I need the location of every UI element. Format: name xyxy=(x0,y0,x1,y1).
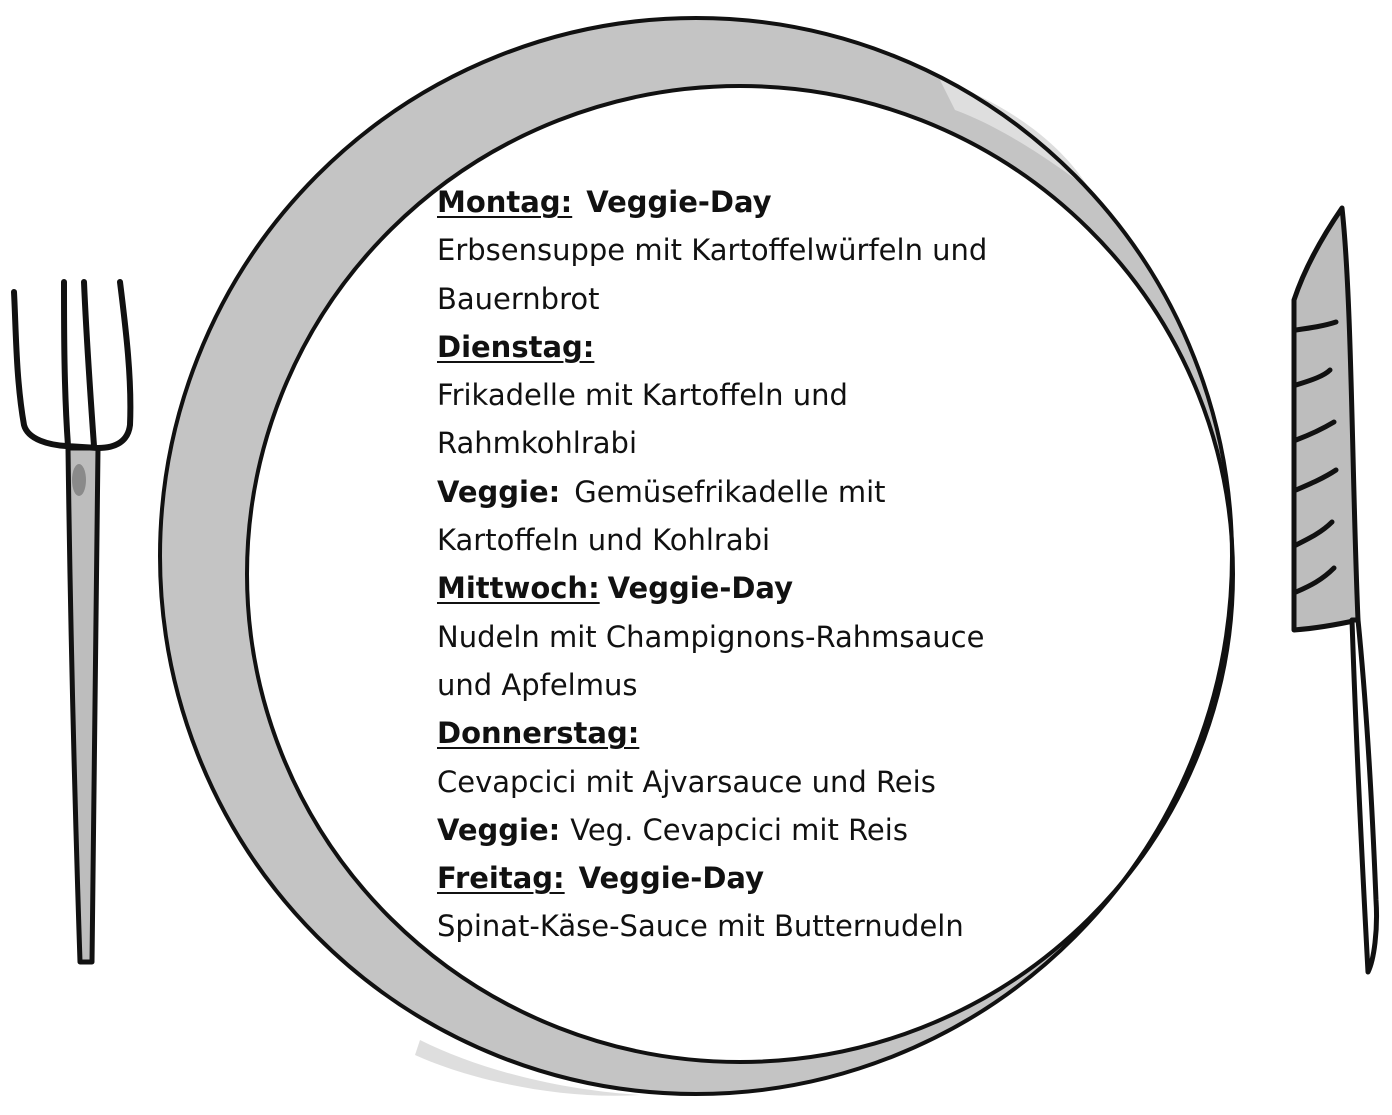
wednesday-day-label: Mittwoch: xyxy=(437,571,600,606)
monday-veggie-day-tag: Veggie-Day xyxy=(586,185,772,219)
tuesday-dish-line-2: Rahmkohlrabi xyxy=(437,426,638,461)
tuesday-dish-line-1: Frikadelle mit Kartoffeln und xyxy=(437,378,848,413)
weekly-menu xyxy=(437,178,1037,951)
monday-heading xyxy=(437,178,1037,226)
monday-dish-line-2: Bauernbrot xyxy=(437,281,600,316)
tuesday-day-label: Dienstag: xyxy=(437,329,595,364)
tuesday-veggie-label: Veggie: xyxy=(437,474,561,509)
thursday-heading xyxy=(437,709,1037,757)
wednesday-heading xyxy=(437,564,1037,612)
tuesday-veggie-dish: Gemüsefrikadelle mit xyxy=(574,474,886,509)
tuesday-veggie-line-1 xyxy=(437,468,1037,516)
friday-day-label: Freitag: xyxy=(437,861,565,896)
thursday-day-label: Donnerstag: xyxy=(437,716,640,751)
monday-dish-line-1: Erbsensuppe mit Kartoffelwürfeln und xyxy=(437,233,988,268)
fork-tines xyxy=(14,282,130,448)
wednesday-dish-line-2: und Apfelmus xyxy=(437,667,638,702)
friday-veggie-day-tag: Veggie-Day xyxy=(578,861,764,896)
friday-dish-line-1: Spinat-Käse-Sauce mit Butternudeln xyxy=(437,909,964,944)
monday-day-label: Montag: xyxy=(437,185,573,219)
knife-handle xyxy=(1352,620,1377,972)
knife-blade xyxy=(1294,208,1358,630)
knife-icon xyxy=(1294,208,1377,972)
tuesday-heading xyxy=(437,323,1037,371)
friday-heading xyxy=(437,854,1037,902)
thursday-dish-line-1: Cevapcici mit Ajvarsauce und Reis xyxy=(437,764,936,799)
wednesday-dish-line-1: Nudeln mit Champignons-Rahmsauce xyxy=(437,619,985,654)
tuesday-veggie-line-2: Kartoffeln und Kohlrabi xyxy=(437,523,771,558)
fork-icon xyxy=(14,282,130,962)
thursday-veggie-dish: Veg. Cevapcici mit Reis xyxy=(570,812,908,847)
fork-handle xyxy=(68,448,98,962)
thursday-veggie-line-1 xyxy=(437,806,1037,854)
wednesday-veggie-day-tag: Veggie-Day xyxy=(607,571,794,606)
thursday-veggie-label: Veggie: xyxy=(437,812,561,847)
